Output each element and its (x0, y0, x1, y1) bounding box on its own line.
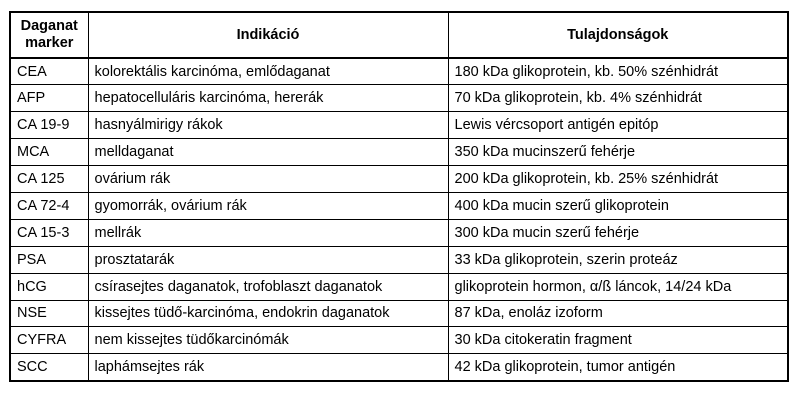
cell-properties: 200 kDa glikoprotein, kb. 25% szénhidrát (448, 166, 788, 193)
table-body (10, 58, 788, 381)
table-row (10, 354, 788, 381)
cell-indication: kolorektális karcinóma, emlődaganat (88, 58, 448, 85)
table-row (10, 327, 788, 354)
table-row (10, 139, 788, 166)
table-row (10, 273, 788, 300)
cell-indication: csírasejtes daganatok, trofoblaszt daganatok (88, 273, 448, 300)
header-row (10, 12, 788, 58)
cell-properties: 400 kDa mucin szerű glikoprotein (448, 192, 788, 219)
header-properties: Tulajdonságok (448, 12, 788, 58)
cell-properties: 300 kDa mucin szerű fehérje (448, 219, 788, 246)
cell-marker: NSE (10, 300, 88, 327)
cell-indication: ovárium rák (88, 166, 448, 193)
cell-marker: AFP (10, 85, 88, 112)
cell-marker: CA 19-9 (10, 112, 88, 139)
table-header (10, 12, 788, 58)
cell-properties: 87 kDa, enoláz izoform (448, 300, 788, 327)
cell-properties: glikoprotein hormon, α/ß láncok, 14/24 kDa (448, 273, 788, 300)
cell-indication: melldaganat (88, 139, 448, 166)
cell-properties: 42 kDa glikoprotein, tumor antigén (448, 354, 788, 381)
table-row (10, 219, 788, 246)
cell-marker: PSA (10, 246, 88, 273)
table-row (10, 246, 788, 273)
header-indication: Indikáció (88, 12, 448, 58)
tumor-marker-table (9, 11, 789, 382)
cell-properties: 33 kDa glikoprotein, szerin proteáz (448, 246, 788, 273)
table-row (10, 85, 788, 112)
cell-marker: CA 125 (10, 166, 88, 193)
cell-marker: CA 15-3 (10, 219, 88, 246)
cell-marker: CA 72-4 (10, 192, 88, 219)
cell-marker: MCA (10, 139, 88, 166)
cell-marker: CEA (10, 58, 88, 85)
cell-properties: 180 kDa glikoprotein, kb. 50% szénhidrát (448, 58, 788, 85)
cell-properties: Lewis vércsoport antigén epitóp (448, 112, 788, 139)
table-row (10, 112, 788, 139)
cell-marker: SCC (10, 354, 88, 381)
cell-indication: mellrák (88, 219, 448, 246)
cell-indication: laphámsejtes rák (88, 354, 448, 381)
table-row (10, 300, 788, 327)
cell-indication: kissejtes tüdő-karcinóma, endokrin daganatok (88, 300, 448, 327)
cell-properties: 30 kDa citokeratin fragment (448, 327, 788, 354)
cell-indication: nem kissejtes tüdőkarcinómák (88, 327, 448, 354)
table-row (10, 58, 788, 85)
table-row (10, 192, 788, 219)
cell-indication: hepatocelluláris karcinóma, hererák (88, 85, 448, 112)
cell-properties: 70 kDa glikoprotein, kb. 4% szénhidrát (448, 85, 788, 112)
cell-properties: 350 kDa mucinszerű fehérje (448, 139, 788, 166)
cell-indication: prosztatarák (88, 246, 448, 273)
cell-marker: hCG (10, 273, 88, 300)
header-marker (10, 12, 88, 58)
cell-marker: CYFRA (10, 327, 88, 354)
cell-indication: gyomorrák, ovárium rák (88, 192, 448, 219)
header-marker-label: Daganat marker (20, 18, 78, 51)
table-row (10, 166, 788, 193)
cell-indication: hasnyálmirigy rákok (88, 112, 448, 139)
